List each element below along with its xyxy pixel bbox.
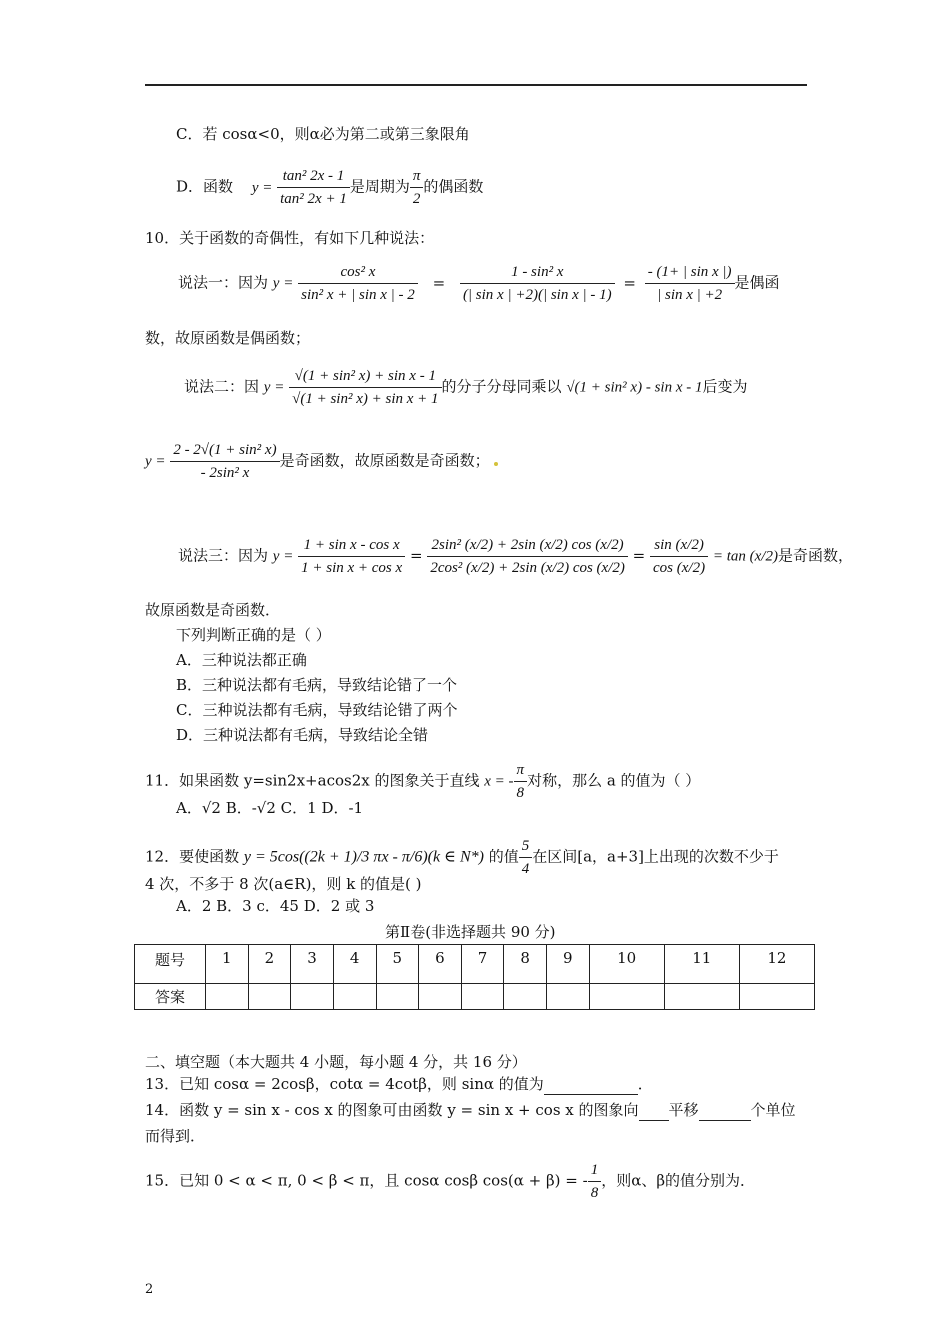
table-cell-num: 9 (547, 945, 590, 984)
q11-options: A．√2 B．-√2 C．1 D．-1 (176, 799, 364, 817)
q12-options: A．2 B．3 c．45 D．2 或 3 (176, 897, 375, 915)
table-answer-label: 答案 (135, 984, 206, 1010)
answer-cell[interactable] (664, 984, 739, 1010)
q12-stem-cont: 4 次，不多于 8 次(a∈R)，则 k 的值是( ) (145, 875, 422, 893)
answer-cell[interactable] (547, 984, 590, 1010)
q10-question: 下列判断正确的是（ ） (176, 626, 331, 644)
table-cell-num: 11 (664, 945, 739, 984)
answer-table (134, 944, 815, 1010)
q9-pi-half: $\frac{\pi}{2}$ (410, 166, 424, 209)
answer-cell[interactable] (739, 984, 814, 1010)
answer-table-header-row (135, 945, 815, 984)
q10-option-b: B．三种说法都有毛病，导致结论错了一个 (176, 676, 458, 694)
q14-blank-units[interactable] (699, 1100, 751, 1121)
q12-stem: 12．要使函数 y = 5cos((2k + 1)/3 πx - π/6)(k ∈ N*) 的值 $\frac{5}{4}$ 在区间[a，a+3]上出现的次数不少于 (145, 838, 779, 877)
answer-cell[interactable] (248, 984, 291, 1010)
q10-claim2-result: y = $\frac{\text{2 - 2√(1 + sin² x)}}{\text{- 2sin² x}}$ 是奇函数，故原函数是奇函数； (145, 440, 498, 483)
table-cell-num: 1 (206, 945, 249, 984)
page-number: 2 (145, 1282, 154, 1297)
table-cell-num: 6 (419, 945, 462, 984)
q10-option-d: D．三种说法都有毛病，导致结论全错 (176, 726, 429, 744)
answer-cell[interactable] (419, 984, 462, 1010)
answer-cell[interactable] (376, 984, 419, 1010)
q14-cont: 而得到． (145, 1127, 206, 1145)
q13: 13．已知 cosα = 2cosβ，cotα = 4cotβ，则 sinα 的值为 ． (145, 1075, 653, 1093)
q10-claim1-cont: 数，故原函数是偶函数； (145, 329, 311, 347)
table-cell-num: 10 (589, 945, 664, 984)
q10-stem: 10．关于函数的奇偶性，有如下几种说法： (145, 229, 435, 247)
part2-title: 第Ⅱ卷(非选择题共 90 分) (385, 923, 556, 941)
table-cell-num: 12 (739, 945, 814, 984)
q10-claim2: 说法二：因 y = $\frac{\text{√(1 + sin² x) + sin x - 1}}{\text{√(1 + sin² x) + sin x + 1}}$ 的分子分母同乘以 √(1 + sin² x) - sin x - 1后变为 (184, 368, 748, 407)
answer-cell[interactable] (461, 984, 504, 1010)
q10-option-c: C．三种说法都有毛病，导致结论错了两个 (176, 701, 458, 719)
q13-blank[interactable] (544, 1074, 638, 1095)
q9-option-c: C．若 cosα<0，则α必为第二或第三象限角 (176, 125, 470, 143)
q10-claim3-cont: 故原函数是奇函数． (145, 601, 281, 619)
answer-cell[interactable] (589, 984, 664, 1010)
answer-cell[interactable] (504, 984, 547, 1010)
table-cell-num: 2 (248, 945, 291, 984)
q14: 14．函数 y = sin x - cos x 的图象可由函数 y = sin x + cos x 的图象向 平移 个单位 (145, 1101, 796, 1119)
q15: 15．已知 0 < α < π, 0 < β < π，且 cosα cosβ cos(α + β) = - $\frac{1}{8}$ ，则α、β的值分别为． (145, 1162, 756, 1201)
answer-cell[interactable] (291, 984, 334, 1010)
table-cell-num: 8 (504, 945, 547, 984)
top-rule (145, 84, 807, 86)
q11-stem: 11．如果函数 y=sin2x+acos2x 的图象关于直线 x = - $\frac{\pi}{8}$ 对称，那么 a 的值为（ ） (145, 762, 701, 801)
mark-dot (494, 462, 498, 466)
table-cell-num: 7 (461, 945, 504, 984)
answer-row (135, 984, 815, 1010)
q10-claim1: 说法一：因为 y = $\frac{\text{cos² x}}{\text{sin² x + | sin x | - 2}}$ = $\frac{\text{1 - sin² x}}{\text{(| sin x | +2)(| sin x | - 1)}}$ = $\frac{\text{- (1+ | sin x |)}}{\text{| sin x | +2}}$ 是偶函 (178, 264, 780, 303)
answer-cell[interactable] (206, 984, 249, 1010)
fill-section-title: 二、填空题（本大题共 4 小题，每小题 4 分，共 16 分） (145, 1053, 527, 1071)
table-header-label: 题号 (135, 945, 206, 984)
answer-cell[interactable] (333, 984, 376, 1010)
table-cell-num: 4 (333, 945, 376, 984)
q10-option-a: A．三种说法都正确 (176, 651, 307, 669)
q10-claim3: 说法三：因为 y = $\frac{\text{1 + sin x - cos x}}{\text{1 + sin x + cos x}}$ = $\frac{\text{2sin² (x/2) + 2sin (x/2) cos (x/2)}}{\text{2cos² (x/2) + 2sin (x/2) cos (x/2)}}$ = $\frac{\sin (x/2)}{\cos (x/2)}$ = tan (x/2)是奇函数， (178, 537, 853, 576)
table-cell-num: 3 (291, 945, 334, 984)
q14-blank-direction[interactable] (639, 1100, 669, 1121)
q9-option-d: D．函数 y = $\frac{\text{tan² 2x - 1}}{\text{tan² 2x + 1}}$ 是周期为 $\frac{\pi}{2}$ 的偶函数 (176, 168, 484, 207)
q9-fraction: $\frac{\text{tan² 2x - 1}}{\text{tan² 2x + 1}}$ (277, 166, 350, 209)
table-cell-num: 5 (376, 945, 419, 984)
